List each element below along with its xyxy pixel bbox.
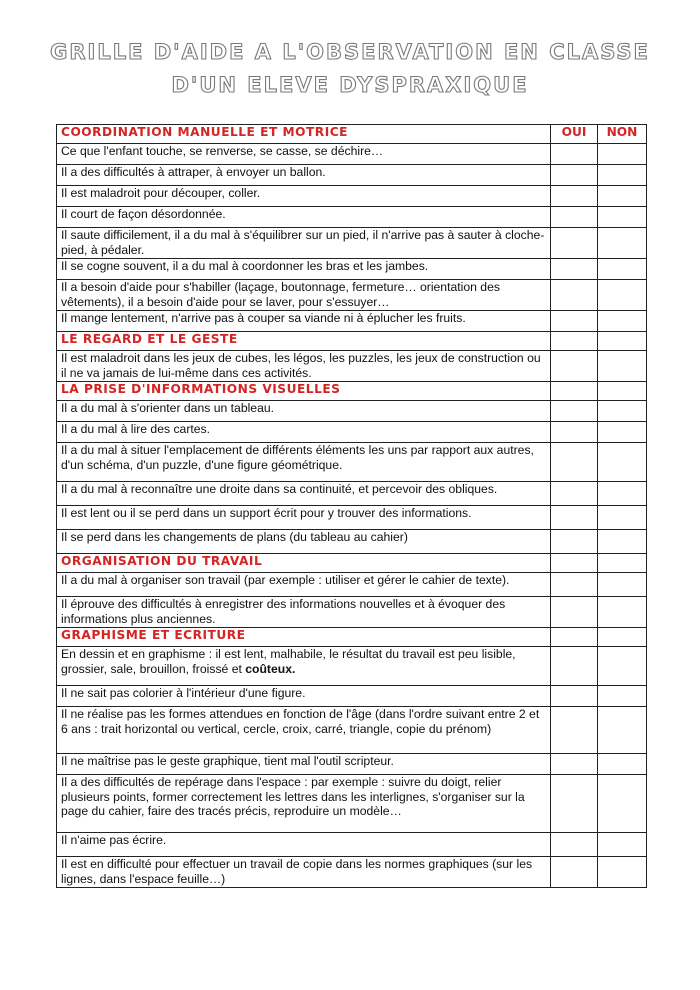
yes-checkbox-cell[interactable]: [551, 228, 598, 259]
yes-checkbox-cell[interactable]: [551, 144, 598, 165]
yes-checkbox-cell[interactable]: [551, 443, 598, 482]
no-checkbox-cell[interactable]: [598, 833, 647, 857]
emphasis-text: coûteux.: [245, 661, 296, 676]
table-row: [57, 686, 647, 707]
table-row: [57, 259, 647, 280]
no-checkbox-cell[interactable]: [598, 647, 647, 686]
table-row: [57, 857, 647, 888]
empty-cell: [598, 628, 647, 647]
row-text: Il se cogne souvent, il a du mal à coordonner les bras et les jambes.: [57, 259, 551, 280]
no-checkbox-cell[interactable]: [598, 443, 647, 482]
section-heading: COORDINATION MANUELLE ET MOTRICE: [57, 125, 551, 144]
no-checkbox-cell[interactable]: [598, 165, 647, 186]
row-text: Il se perd dans les changements de plans (du tableau au cahier): [57, 530, 551, 554]
table-row: [57, 647, 647, 686]
no-checkbox-cell[interactable]: [598, 707, 647, 754]
table-row: [57, 186, 647, 207]
row-text: Il a du mal à s'orienter dans un tableau.: [57, 401, 551, 422]
section-heading: LE REGARD ET LE GESTE: [57, 332, 551, 351]
table-row: [57, 707, 647, 754]
yes-checkbox-cell[interactable]: [551, 186, 598, 207]
row-text: Il a besoin d'aide pour s'habiller (laçage, boutonnage, fermeture… orientation des vêtements), il a besoin d'aide pour se laver, pour s'essuyer…: [57, 280, 551, 311]
empty-cell: [598, 332, 647, 351]
table-row: [57, 754, 647, 775]
yes-checkbox-cell[interactable]: [551, 280, 598, 311]
row-text: Il mange lentement, n'arrive pas à couper sa viande ni à éplucher les fruits.: [57, 311, 551, 332]
yes-checkbox-cell[interactable]: [551, 259, 598, 280]
page-subtitle: D'UN ELEVE DYSPRAXIQUE: [171, 73, 529, 97]
row-text: Il est lent ou il se perd dans un support écrit pour y trouver des informations.: [57, 506, 551, 530]
table-row: [57, 228, 647, 259]
table-row: [57, 144, 647, 165]
row-text: Il a des difficultés à attraper, à envoyer un ballon.: [57, 165, 551, 186]
no-checkbox-cell[interactable]: [598, 597, 647, 628]
yes-checkbox-cell[interactable]: [551, 401, 598, 422]
table-row: [57, 530, 647, 554]
yes-checkbox-cell[interactable]: [551, 530, 598, 554]
row-text: [57, 647, 551, 686]
row-text: Il est maladroit dans les jeux de cubes, les légos, les puzzles, les jeux de construction ou il ne va jamais de lui-même dans ces activités.: [57, 351, 551, 382]
yes-checkbox-cell[interactable]: [551, 686, 598, 707]
row-text: Il a du mal à reconnaître une droite dans sa continuité, et percevoir des obliques.: [57, 482, 551, 506]
yes-checkbox-cell[interactable]: [551, 311, 598, 332]
row-text: Il saute difficilement, il a du mal à s'équilibrer sur un pied, il n'arrive pas à sauter à cloche-pied, à pédaler.: [57, 228, 551, 259]
row-text: Il est maladroit pour découper, coller.: [57, 186, 551, 207]
no-checkbox-cell[interactable]: [598, 311, 647, 332]
no-checkbox-cell[interactable]: [598, 401, 647, 422]
section-header-row: [57, 554, 647, 573]
table-row: [57, 573, 647, 597]
empty-cell: [598, 554, 647, 573]
section-heading: ORGANISATION DU TRAVAIL: [57, 554, 551, 573]
no-checkbox-cell[interactable]: [598, 422, 647, 443]
yes-checkbox-cell[interactable]: [551, 165, 598, 186]
row-text: Il ne sait pas colorier à l'intérieur d'une figure.: [57, 686, 551, 707]
no-checkbox-cell[interactable]: [598, 482, 647, 506]
no-checkbox-cell[interactable]: [598, 280, 647, 311]
row-text: Il n'aime pas écrire.: [57, 833, 551, 857]
row-text: Il éprouve des difficultés à enregistrer des informations nouvelles et à évoquer des informations plus anciennes.: [57, 597, 551, 628]
row-text: Ce que l'enfant touche, se renverse, se casse, se déchire…: [57, 144, 551, 165]
no-checkbox-cell[interactable]: [598, 775, 647, 833]
row-text: Il a du mal à lire des cartes.: [57, 422, 551, 443]
no-checkbox-cell[interactable]: [598, 186, 647, 207]
row-text-main: En dessin et en graphisme : il est lent, malhabile, le résultat du travail est peu lisible, grossier, sale, brouillon, froissé et: [61, 647, 516, 676]
row-text: Il a du mal à situer l'emplacement de différents éléments les uns par rapport aux autres, d'un schéma, d'un puzzle, d'une figure géométrique.: [57, 443, 551, 482]
section-heading: LA PRISE D'INFORMATIONS VISUELLES: [57, 382, 551, 401]
table-row: [57, 482, 647, 506]
table-row: [57, 207, 647, 228]
yes-checkbox-cell[interactable]: [551, 857, 598, 888]
section-header-row: [57, 125, 647, 144]
yes-checkbox-cell[interactable]: [551, 647, 598, 686]
no-checkbox-cell[interactable]: [598, 351, 647, 382]
page-title: GRILLE D'AIDE A L'OBSERVATION EN CLASSE: [50, 40, 650, 64]
table-row: [57, 351, 647, 382]
table-row: [57, 401, 647, 422]
table-row: [57, 597, 647, 628]
section-header-row: [57, 382, 647, 401]
yes-checkbox-cell[interactable]: [551, 573, 598, 597]
table-row: [57, 165, 647, 186]
empty-cell: [551, 332, 598, 351]
no-checkbox-cell[interactable]: [598, 686, 647, 707]
yes-checkbox-cell[interactable]: [551, 351, 598, 382]
empty-cell: [551, 554, 598, 573]
yes-checkbox-cell[interactable]: [551, 597, 598, 628]
no-checkbox-cell[interactable]: [598, 573, 647, 597]
yes-checkbox-cell[interactable]: [551, 707, 598, 754]
table-row: [57, 833, 647, 857]
row-text: Il a des difficultés de repérage dans l'espace : par exemple : suivre du doigt, relier plusieurs points, former correctement les lettres dans les interlignes, s'organiser sur la page du cahier, faire des tracés précis, reproduire un modèle…: [57, 775, 551, 833]
yes-checkbox-cell[interactable]: [551, 422, 598, 443]
section-header-row: [57, 332, 647, 351]
yes-checkbox-cell[interactable]: [551, 833, 598, 857]
yes-checkbox-cell[interactable]: [551, 754, 598, 775]
section-header-row: [57, 628, 647, 647]
empty-cell: [551, 382, 598, 401]
observation-grid: [56, 124, 647, 888]
table-row: [57, 506, 647, 530]
column-header-no: NON: [598, 125, 647, 144]
yes-checkbox-cell[interactable]: [551, 506, 598, 530]
no-checkbox-cell[interactable]: [598, 754, 647, 775]
no-checkbox-cell[interactable]: [598, 530, 647, 554]
row-text: Il court de façon désordonnée.: [57, 207, 551, 228]
row-text: Il ne maîtrise pas le geste graphique, tient mal l'outil scripteur.: [57, 754, 551, 775]
row-text: Il est en difficulté pour effectuer un travail de copie dans les normes graphiques (sur les lignes, dans l'espace feuille…): [57, 857, 551, 888]
no-checkbox-cell[interactable]: [598, 259, 647, 280]
no-checkbox-cell[interactable]: [598, 228, 647, 259]
yes-checkbox-cell[interactable]: [551, 482, 598, 506]
column-header-yes: OUI: [551, 125, 598, 144]
table-row: [57, 311, 647, 332]
table-row: [57, 775, 647, 833]
section-heading: GRAPHISME ET ECRITURE: [57, 628, 551, 647]
row-text: Il a du mal à organiser son travail (par exemple : utiliser et gérer le cahier de texte).: [57, 573, 551, 597]
no-checkbox-cell[interactable]: [598, 857, 647, 888]
empty-cell: [551, 628, 598, 647]
no-checkbox-cell[interactable]: [598, 506, 647, 530]
no-checkbox-cell[interactable]: [598, 144, 647, 165]
table-row: [57, 422, 647, 443]
table-row: [57, 280, 647, 311]
no-checkbox-cell[interactable]: [598, 207, 647, 228]
yes-checkbox-cell[interactable]: [551, 207, 598, 228]
empty-cell: [598, 382, 647, 401]
yes-checkbox-cell[interactable]: [551, 775, 598, 833]
row-text: Il ne réalise pas les formes attendues en fonction de l'âge (dans l'ordre suivant entre 2 et 6 ans : trait horizontal ou vertical, cercle, croix, carré, triangle, copie du prénom): [57, 707, 551, 754]
table-row: [57, 443, 647, 482]
